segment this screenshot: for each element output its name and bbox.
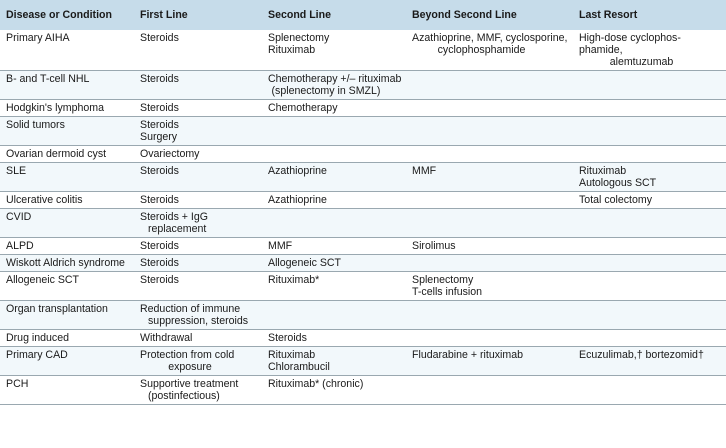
first-line-cell xyxy=(134,255,262,272)
cell-line: MMF xyxy=(268,240,293,252)
cell-line: Sirolimus xyxy=(412,240,456,252)
second-line-cell xyxy=(262,71,406,100)
last-resort-cell xyxy=(573,192,726,209)
first-line-cell xyxy=(134,192,262,209)
cell-line: T-cells infusion xyxy=(412,286,483,298)
cell-line: replacement xyxy=(148,223,207,235)
disease-cell: Drug induced xyxy=(0,330,134,347)
disease-cell: Ulcerative colitis xyxy=(0,192,134,209)
first-line-cell xyxy=(134,100,262,117)
last-resort-cell xyxy=(573,117,726,146)
header-last-resort: Last Resort xyxy=(573,0,726,30)
table-header-row xyxy=(0,0,726,30)
disease-cell: ALPD xyxy=(0,238,134,255)
beyond-second-line-cell xyxy=(406,272,573,301)
beyond-second-line-cell xyxy=(406,209,573,238)
first-line-cell xyxy=(134,30,262,71)
disease-cell: CVID xyxy=(0,209,134,238)
cell-line: Steroids xyxy=(140,194,179,206)
first-line-cell xyxy=(134,376,262,405)
cell-line: Rituximab* (chronic) xyxy=(268,378,364,390)
table-row xyxy=(0,192,726,209)
table-row xyxy=(0,71,726,100)
cell-line: Steroids xyxy=(140,119,179,131)
first-line-cell xyxy=(134,71,262,100)
cell-line: High-dose cyclophos-phamide, xyxy=(579,32,681,56)
table-row xyxy=(0,117,726,146)
cell-line: Steroids xyxy=(140,165,179,177)
cell-line: Protection from cold xyxy=(140,349,235,361)
second-line-cell xyxy=(262,301,406,330)
cell-line: suppression, steroids xyxy=(148,315,249,327)
second-line-cell xyxy=(262,330,406,347)
beyond-second-line-cell xyxy=(406,301,573,330)
beyond-second-line-cell xyxy=(406,255,573,272)
last-resort-cell xyxy=(573,163,726,192)
cell-line: Steroids xyxy=(140,274,179,286)
header-beyond-second-line: Beyond Second Line xyxy=(406,0,573,30)
beyond-second-line-cell xyxy=(406,330,573,347)
disease-cell: Primary AIHA xyxy=(0,30,134,71)
cell-line: Steroids xyxy=(268,332,307,344)
disease-cell: Wiskott Aldrich syndrome xyxy=(0,255,134,272)
first-line-cell xyxy=(134,163,262,192)
last-resort-cell xyxy=(573,30,726,71)
first-line-cell xyxy=(134,209,262,238)
disease-cell: Allogeneic SCT xyxy=(0,272,134,301)
cell-line: Surgery xyxy=(140,131,178,143)
last-resort-cell xyxy=(573,146,726,163)
cell-line: Rituximab xyxy=(579,165,627,177)
second-line-cell xyxy=(262,238,406,255)
table-row xyxy=(0,100,726,117)
cell-line: Ovariectomy xyxy=(140,148,200,160)
second-line-cell xyxy=(262,255,406,272)
last-resort-cell xyxy=(573,301,726,330)
last-resort-cell xyxy=(573,330,726,347)
table-row xyxy=(0,255,726,272)
last-resort-cell xyxy=(573,71,726,100)
second-line-cell xyxy=(262,272,406,301)
table-row xyxy=(0,146,726,163)
table-row xyxy=(0,272,726,301)
disease-cell: Solid tumors xyxy=(0,117,134,146)
disease-cell: Ovarian dermoid cyst xyxy=(0,146,134,163)
disease-cell: Primary CAD xyxy=(0,347,134,376)
cell-line: Reduction of immune xyxy=(140,303,241,315)
table-row xyxy=(0,163,726,192)
last-resort-cell xyxy=(573,209,726,238)
second-line-cell xyxy=(262,163,406,192)
second-line-cell xyxy=(262,146,406,163)
table-row xyxy=(0,330,726,347)
table-row xyxy=(0,209,726,238)
cell-line: Steroids xyxy=(140,32,179,44)
table-row xyxy=(0,376,726,405)
cell-line: Steroids xyxy=(140,102,179,114)
cell-line: Azathioprine, MMF, cyclosporine, xyxy=(412,32,568,44)
last-resort-cell xyxy=(573,272,726,301)
first-line-cell xyxy=(134,272,262,301)
second-line-cell xyxy=(262,100,406,117)
first-line-cell xyxy=(134,117,262,146)
beyond-second-line-cell xyxy=(406,100,573,117)
cell-line: Rituximab* xyxy=(268,274,320,286)
table-row xyxy=(0,30,726,71)
cell-line: Steroids + IgG xyxy=(140,211,209,223)
cell-line: Splenectomy xyxy=(268,32,330,44)
first-line-cell xyxy=(134,301,262,330)
cell-line: MMF xyxy=(412,165,437,177)
beyond-second-line-cell xyxy=(406,163,573,192)
cell-line: (postinfectious) xyxy=(148,390,220,402)
first-line-cell xyxy=(134,330,262,347)
beyond-second-line-cell xyxy=(406,117,573,146)
cell-line: alemtuzumab xyxy=(609,56,674,68)
cell-line: Supportive treatment xyxy=(140,378,239,390)
cell-line: Steroids xyxy=(140,240,179,252)
cell-line: Azathioprine xyxy=(268,194,327,206)
cell-line: Allogeneic SCT xyxy=(268,257,342,269)
disease-cell: Organ transplantation xyxy=(0,301,134,330)
last-resort-cell xyxy=(573,347,726,376)
beyond-second-line-cell xyxy=(406,238,573,255)
first-line-cell xyxy=(134,146,262,163)
cell-line: exposure xyxy=(168,361,212,373)
beyond-second-line-cell xyxy=(406,30,573,71)
table-body xyxy=(0,30,726,405)
cell-line: (splenectomy in SMZL) xyxy=(271,85,381,97)
beyond-second-line-cell xyxy=(406,146,573,163)
cell-line: Chemotherapy xyxy=(268,102,338,114)
first-line-cell xyxy=(134,347,262,376)
header-second-line: Second Line xyxy=(262,0,406,30)
last-resort-cell xyxy=(573,238,726,255)
cell-line: Autologous SCT xyxy=(579,177,657,189)
beyond-second-line-cell xyxy=(406,71,573,100)
cell-line: Withdrawal xyxy=(140,332,193,344)
cell-line: Splenectomy xyxy=(412,274,474,286)
cell-line: Azathioprine xyxy=(268,165,327,177)
second-line-cell xyxy=(262,209,406,238)
last-resort-cell xyxy=(573,255,726,272)
cell-line: Steroids xyxy=(140,73,179,85)
cell-line: Fludarabine + rituximab xyxy=(412,349,523,361)
header-disease: Disease or Condition xyxy=(0,0,134,30)
cell-line: Chlorambucil xyxy=(268,361,330,373)
header-first-line: First Line xyxy=(134,0,262,30)
last-resort-cell xyxy=(573,376,726,405)
cell-line: Rituximab xyxy=(268,349,316,361)
second-line-cell xyxy=(262,376,406,405)
beyond-second-line-cell xyxy=(406,347,573,376)
table-row xyxy=(0,238,726,255)
second-line-cell xyxy=(262,117,406,146)
cell-line: cyclophosphamide xyxy=(437,44,526,56)
cell-line: Chemotherapy +/– rituximab xyxy=(268,73,402,85)
table-row xyxy=(0,301,726,330)
last-resort-cell xyxy=(573,100,726,117)
second-line-cell xyxy=(262,347,406,376)
disease-cell: Hodgkin's lymphoma xyxy=(0,100,134,117)
cell-line: Ecuzulimab,† bortezomid† xyxy=(579,349,704,361)
beyond-second-line-cell xyxy=(406,376,573,405)
disease-cell: SLE xyxy=(0,163,134,192)
cell-line: Rituximab xyxy=(268,44,316,56)
table-row xyxy=(0,347,726,376)
second-line-cell xyxy=(262,30,406,71)
cell-line: Steroids xyxy=(140,257,179,269)
beyond-second-line-cell xyxy=(406,192,573,209)
cell-line: Total colectomy xyxy=(579,194,653,206)
disease-cell: B- and T-cell NHL xyxy=(0,71,134,100)
first-line-cell xyxy=(134,238,262,255)
second-line-cell xyxy=(262,192,406,209)
disease-cell: PCH xyxy=(0,376,134,405)
